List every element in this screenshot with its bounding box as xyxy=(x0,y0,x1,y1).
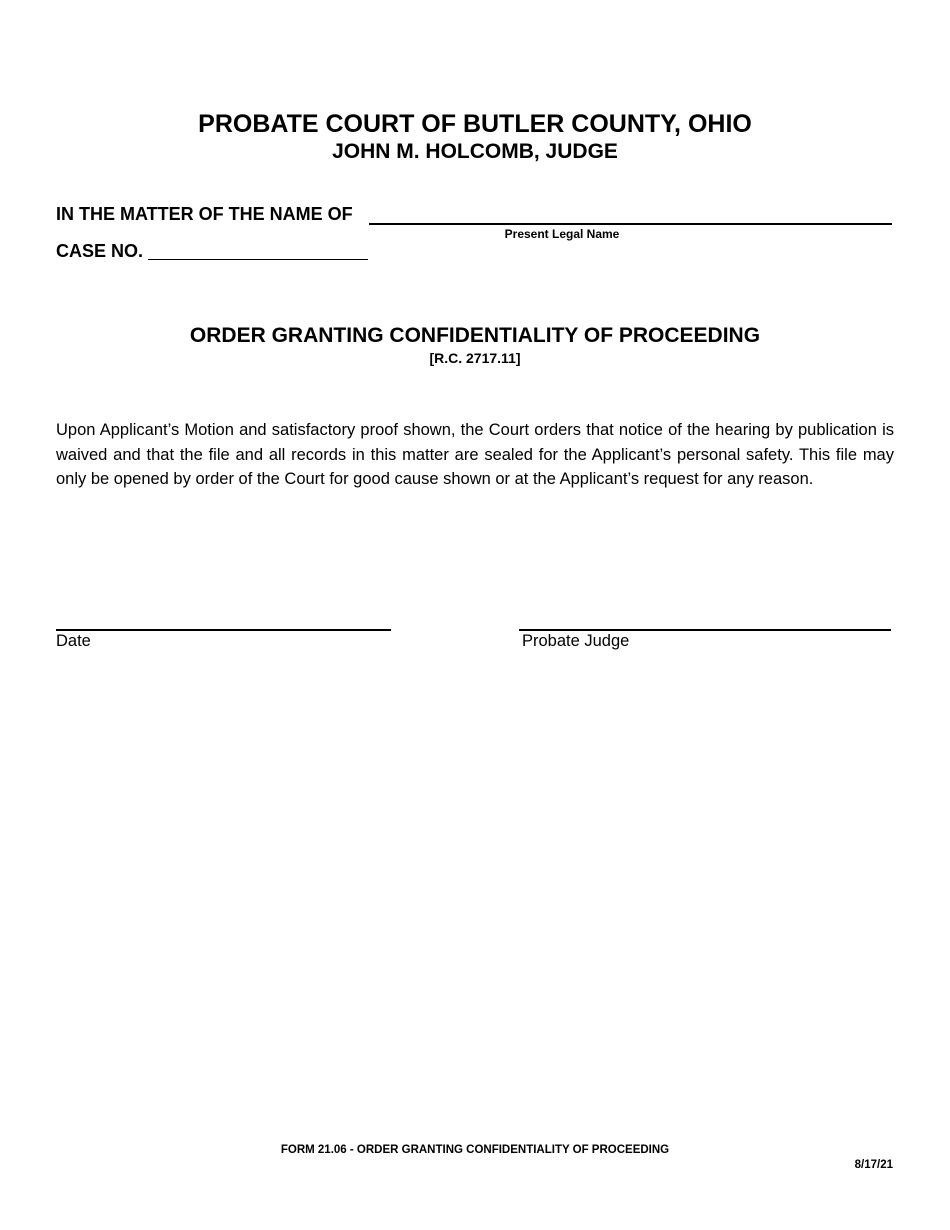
statute-reference: [R.C. 2717.11] xyxy=(429,350,521,366)
judge-title: JOHN M. HOLCOMB, JUDGE xyxy=(332,140,618,163)
order-title: ORDER GRANTING CONFIDENTIALITY OF PROCEEDING xyxy=(189,324,761,347)
case-number-label: CASE NO. xyxy=(56,241,144,261)
probate-judge-label: Probate Judge xyxy=(522,632,630,650)
court-title: PROBATE COURT OF BUTLER COUNTY, OHIO xyxy=(198,110,752,138)
matter-name-field[interactable] xyxy=(369,223,892,225)
footer-form-name: FORM 21.06 - ORDER GRANTING CONFIDENTIALITY OF PROCEEDING xyxy=(280,1144,670,1156)
date-signature-line[interactable] xyxy=(56,629,391,631)
case-number-field[interactable] xyxy=(148,259,368,260)
judge-signature-line[interactable] xyxy=(519,629,891,631)
date-label: Date xyxy=(56,632,91,650)
footer-revision-date: 8/17/21 xyxy=(854,1159,893,1171)
order-body-text: Upon Applicant’s Motion and satisfactory proof shown, the Court orders that notice of the hearing by publication is waived and that the file and all records in this matter are sealed for the Applicant’s personal safety. This file may only be opened by order of the Court for good cause shown or at the Applicant’s request for any reason. xyxy=(56,421,894,488)
matter-name-sublabel: Present Legal Name xyxy=(504,227,620,241)
matter-label: IN THE MATTER OF THE NAME OF xyxy=(56,204,353,224)
